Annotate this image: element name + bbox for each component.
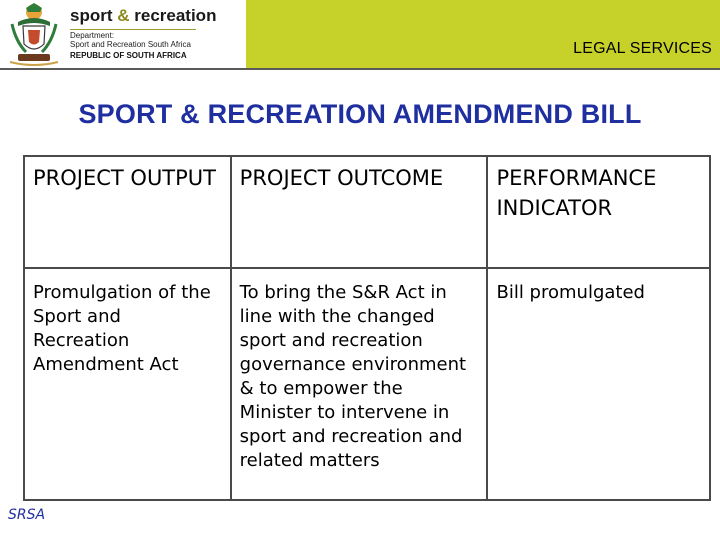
cell-performance-indicator: Bill promulgated	[487, 268, 710, 500]
brand-recreation: recreation	[134, 6, 217, 25]
department-name: Sport and Recreation South Africa	[70, 40, 191, 49]
project-table	[23, 155, 711, 501]
page-header	[0, 0, 720, 70]
coat-of-arms-icon	[6, 2, 62, 66]
cell-project-output: Promulgation of the Sport and Recreation Amendment Act	[24, 268, 231, 500]
section-title: LEGAL SERVICES	[573, 40, 712, 57]
header-performance-indicator: PERFORMANCE INDICATOR	[487, 156, 710, 268]
table-row	[24, 268, 710, 500]
table-header-row	[24, 156, 710, 268]
department-label: Department:	[70, 31, 115, 40]
header-divider	[0, 68, 720, 70]
brand-divider	[70, 29, 196, 30]
department-logo	[0, 0, 246, 70]
header-project-outcome: PROJECT OUTCOME	[231, 156, 488, 268]
brand-wordmark	[70, 6, 216, 26]
header-project-output: PROJECT OUTPUT	[24, 156, 231, 268]
republic-name: REPUBLIC OF SOUTH AFRICA	[70, 51, 187, 60]
cell-project-outcome: To bring the S&R Act in line with the changed sport and recreation governance environment & to empower the Minister to intervene in sport and recreation and related matters	[231, 268, 488, 500]
slide-title: SPORT & RECREATION AMENDMEND BILL	[78, 99, 642, 129]
footer-tag: SRSA	[8, 507, 46, 523]
brand-ampersand: &	[117, 6, 130, 25]
brand-sport: sport	[70, 6, 113, 25]
